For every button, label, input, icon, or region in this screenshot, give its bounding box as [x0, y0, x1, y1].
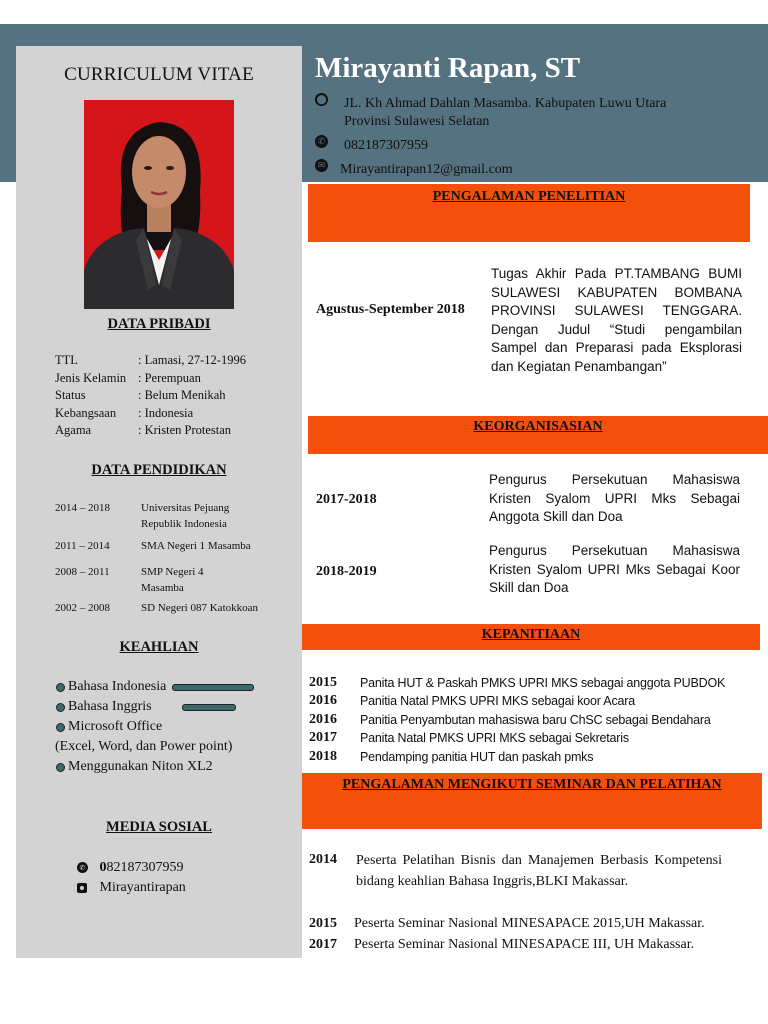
- kepanitiaan-item: [309, 692, 759, 710]
- bullet-icon: [56, 683, 65, 692]
- contact-email: Mirayantirapan12@gmail.com: [340, 162, 513, 177]
- personal-data-value: : Indonesia: [138, 405, 194, 420]
- education-school: SMA Negeri 1 Masamba: [141, 540, 251, 552]
- kepanitiaan-item: [309, 674, 759, 692]
- social-phone-first-digit: 0: [99, 860, 107, 875]
- bullet-icon: [56, 703, 65, 712]
- penelitian-period: Agustus-September 2018: [316, 302, 465, 317]
- kepanitiaan-year: 2016: [309, 711, 337, 727]
- social-phone: [77, 858, 184, 878]
- kepanitiaan-item: [309, 748, 759, 766]
- data-pendidikan-heading: DATA PENDIDIKAN: [91, 462, 227, 478]
- phone-icon: ✆: [315, 135, 328, 148]
- person-name: Mirayanti Rapan, ST: [315, 52, 581, 84]
- instagram-icon: [77, 883, 87, 893]
- kepanitiaan-description: Panitia Penyambutan mahasiswa baru ChSC sebagai Bendahara: [360, 712, 711, 727]
- address-line-2: Provinsi Sulawesi Selatan: [344, 114, 490, 129]
- keahlian-heading: KEAHLIAN: [119, 639, 199, 655]
- education-years: 2014 – 2018: [55, 502, 110, 514]
- education-school-cont: Masamba: [141, 582, 184, 594]
- kepanitiaan-description: Panita HUT & Paskah PMKS UPRI MKS sebagai anggota PUBDOK: [360, 676, 726, 690]
- social-phone-number: 82187307959: [106, 860, 184, 875]
- skill-level-bar: [172, 684, 254, 691]
- kepanitiaan-year: 2015: [309, 675, 337, 690]
- kepanitiaan-description: Pendamping panitia HUT dan paskah pmks: [360, 749, 594, 764]
- skill-item: [56, 677, 296, 697]
- personal-data-label: Status: [55, 388, 86, 403]
- personal-data-label: Agama: [55, 423, 92, 438]
- skill-item: [56, 717, 296, 737]
- skill-item: [56, 697, 296, 717]
- skill-level-bar: [182, 704, 236, 711]
- cv-title: CURRICULUM VITAE: [64, 64, 254, 85]
- skill-label: Bahasa Indonesia: [68, 679, 167, 694]
- education-years: 2008 – 2011: [55, 566, 110, 578]
- penelitian-description: Tugas Akhir Pada PT.TAMBANG BUMI SULAWESI KABUPATEN BOMBANA PROVINSI SULAWESI TENGGARA. Dengan Judul “Studi pengambilan Sampel dan Preparasi pada Eksplorasi dan Kegiatan Penambangan”: [491, 266, 742, 374]
- personal-data-label: Jenis Kelamin: [55, 370, 127, 385]
- skill-label: Microsoft Office: [68, 719, 163, 734]
- education-school-cont: Republik Indonesia: [141, 518, 227, 530]
- personal-data-row: [55, 405, 295, 423]
- location-pin-icon: ⬤: [316, 94, 327, 105]
- media-sosial-heading: MEDIA SOSIAL: [106, 819, 212, 835]
- skills-list: [56, 677, 296, 777]
- kepanitiaan-year: 2017: [309, 730, 337, 746]
- education-years: 2002 – 2008: [55, 602, 110, 614]
- contact-phone: 082187307959: [344, 138, 428, 153]
- organisasi-year: 2018-2019: [316, 564, 377, 579]
- organisasi-description: Pengurus Persekutuan Mahasiswa Kristen Syalom UPRI Mks Sebagai Anggota Skill dan Doa: [489, 472, 740, 525]
- kepanitiaan-list: [309, 674, 759, 766]
- seminar-description: Peserta Seminar Nasional MINESAPACE 2015,UH Makassar.: [354, 916, 705, 931]
- skill-label: Menggunakan Niton XL2: [68, 759, 213, 774]
- social-instagram: [77, 878, 186, 898]
- personal-data-value: : Belum Menikah: [138, 388, 226, 403]
- kepanitiaan-item: [309, 711, 759, 729]
- seminar-heading: PENGALAMAN MENGIKUTI SEMINAR DAN PELATIHAN: [342, 777, 722, 792]
- education-school: SMP Negeri 4: [141, 566, 204, 578]
- organisasi-heading: KEORGANISASIAN: [473, 419, 603, 434]
- kepanitiaan-year: 2016: [309, 693, 337, 709]
- education-school: Universitas Pejuang: [141, 502, 230, 514]
- organisasi-description: Pengurus Persekutuan Mahasiswa Kristen Syalom UPRI Mks Sebagai Koor Skill dan Doa: [489, 543, 740, 596]
- personal-data-value: : Perempuan: [138, 370, 201, 385]
- skill-item: [56, 757, 296, 777]
- kepanitiaan-item: [309, 729, 759, 747]
- seminar-description: Peserta Pelatihan Bisnis dan Manajemen Berbasis Kompetensi bidang keahlian Bahasa Inggris,BLKI Makassar.: [356, 853, 722, 889]
- education-school: SD Negeri 087 Katokkoan: [141, 602, 259, 614]
- bullet-icon: [56, 723, 65, 732]
- bullet-icon: [56, 763, 65, 772]
- kepanitiaan-heading: KEPANITIAAN: [481, 627, 581, 642]
- personal-data-row: [55, 352, 295, 370]
- skill-label: (Excel, Word, dan Power point): [55, 739, 233, 754]
- penelitian-heading: PENGALAMAN PENELITIAN: [432, 189, 626, 204]
- personal-data-label: Kebangsaan: [55, 405, 117, 420]
- profile-photo: [84, 100, 234, 309]
- kepanitiaan-year: 2018: [309, 748, 337, 764]
- phone-icon: ✆: [77, 862, 88, 873]
- seminar-year: 2017: [309, 937, 337, 952]
- kepanitiaan-description: Panitia Natal PMKS UPRI MKS sebagai koor Acara: [360, 694, 635, 709]
- personal-data-row: [55, 370, 295, 388]
- seminar-year: 2015: [309, 916, 337, 931]
- organisasi-year: 2017-2018: [316, 492, 377, 507]
- personal-data-value: : Kristen Protestan: [138, 423, 232, 438]
- social-instagram-handle: Mirayantirapan: [99, 880, 186, 895]
- skill-item: [55, 737, 296, 757]
- personal-data-row: [55, 387, 295, 405]
- personal-data-row: [55, 422, 295, 440]
- seminar-description: Peserta Seminar Nasional MINESAPACE III, UH Makassar.: [354, 937, 695, 952]
- address-line-1: JL. Kh Ahmad Dahlan Masamba. Kabupaten Luwu Utara: [344, 96, 667, 111]
- personal-data-value: : Lamasi, 27-12-1996: [138, 353, 246, 367]
- skill-label: Bahasa Inggris: [68, 699, 152, 714]
- education-years: 2011 – 2014: [55, 540, 110, 552]
- kepanitiaan-description: Panita Natal PMKS UPRI MKS sebagai Sekretaris: [360, 731, 629, 746]
- personal-data-list: [55, 352, 295, 440]
- personal-data-label: TTL: [55, 353, 78, 367]
- email-icon: ✉: [315, 159, 328, 172]
- seminar-year: 2014: [309, 852, 337, 867]
- data-pribadi-heading: DATA PRIBADI: [107, 316, 211, 332]
